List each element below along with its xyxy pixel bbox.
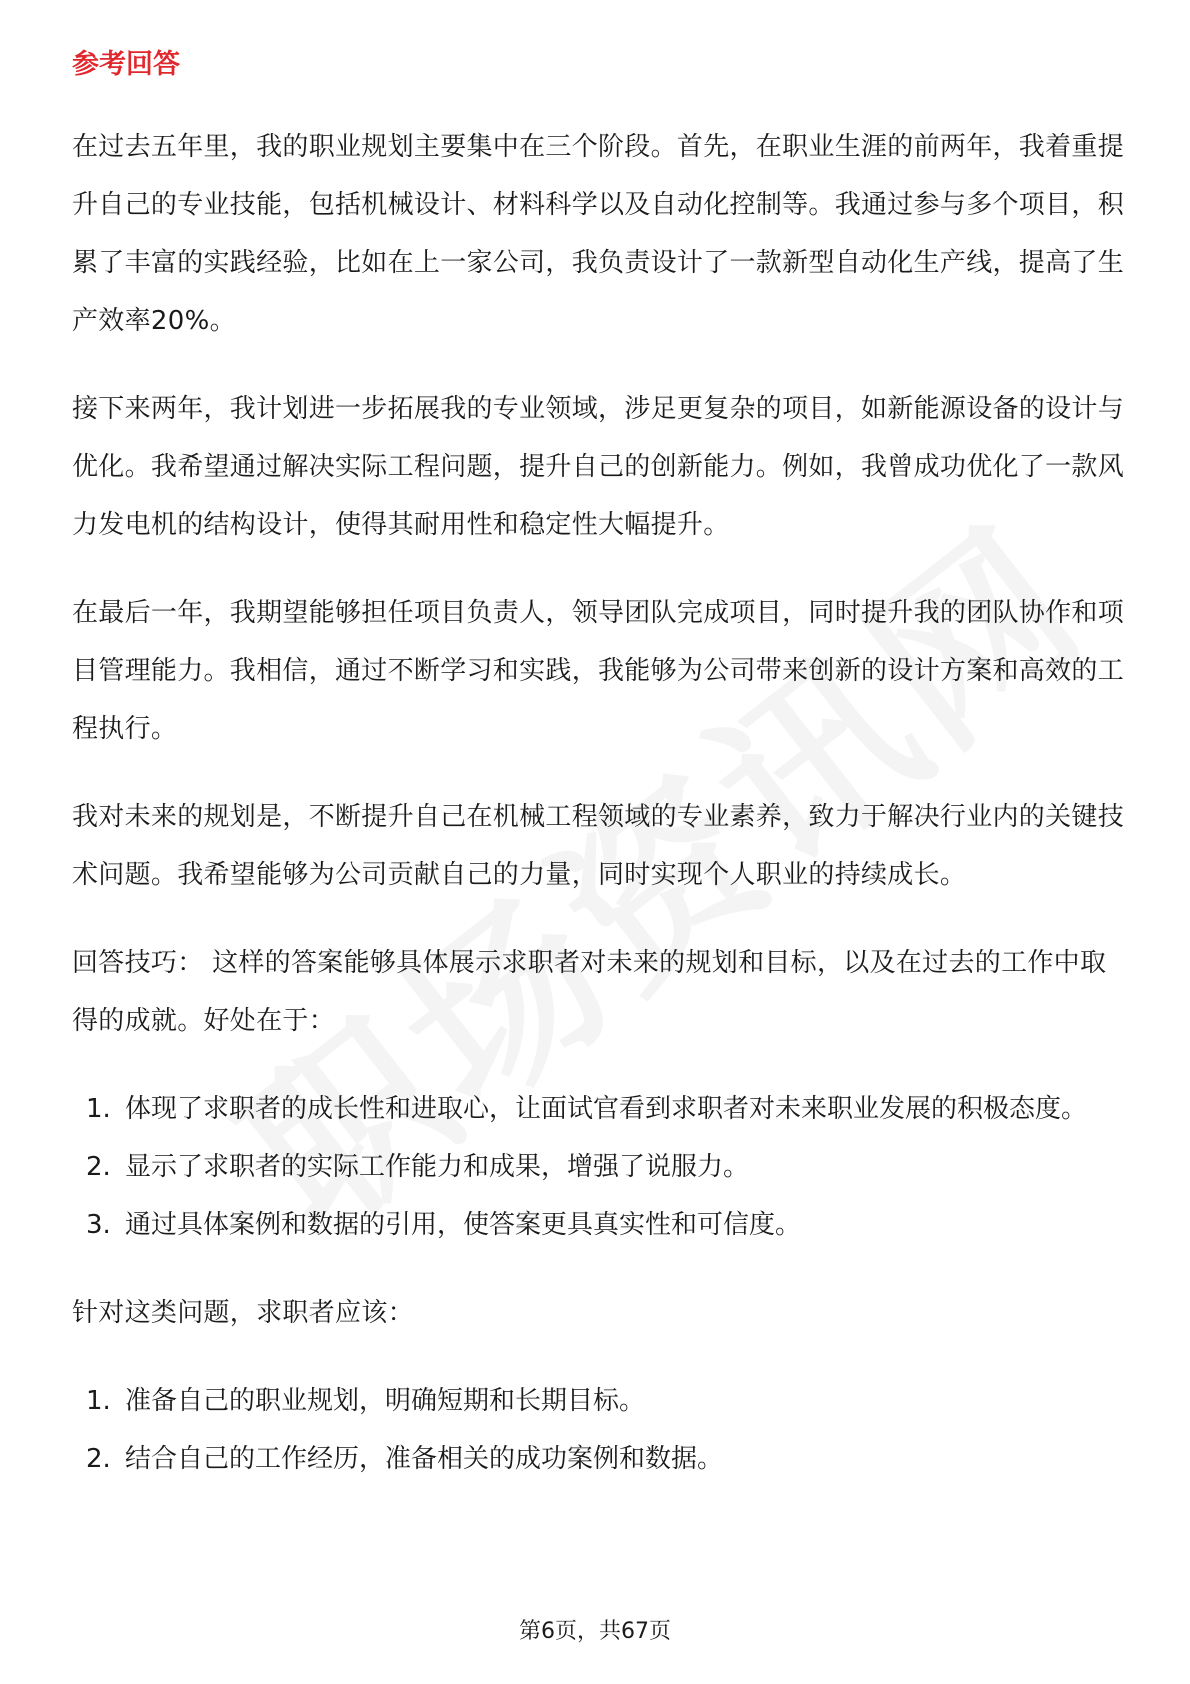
list-text: 结合自己的工作经历，准备相关的成功案例和数据。 bbox=[125, 1444, 724, 1474]
answer-paragraph-4: 我对未来的规划是，不断提升自己在机械工程领域的专业素养，致力于解决行业内的关键技术问题。我希望能够为公司贡献自己的力量，同时实现个人职业的持续成长。 bbox=[72, 802, 1125, 890]
list-number: 2. bbox=[86, 1444, 111, 1474]
answer-paragraph-1: 在过去五年里，我的职业规划主要集中在三个阶段。首先，在职业生涯的前两年，我着重提升自己的专业技能，包括机械设计、材料科学以及自动化控制等。我通过参与多个项目，积累了丰富的实践经验，比如在上一家公司，我负责设计了一款新型自动化生产线，提高了生产效率20%。 bbox=[72, 132, 1125, 336]
list-item bbox=[72, 1430, 1130, 1488]
answer-paragraph-3: 在最后一年，我期望能够担任项目负责人，领导团队完成项目，同时提升我的团队协作和项目管理能力。我相信，通过不断学习和实践，我能够为公司带来创新的设计方案和高效的工程执行。 bbox=[72, 598, 1125, 744]
page-content bbox=[72, 46, 1130, 1518]
list-item bbox=[72, 1080, 1130, 1138]
list-number: 3. bbox=[86, 1210, 111, 1240]
benefits-list bbox=[72, 1080, 1130, 1254]
list-text: 通过具体案例和数据的引用，使答案更具真实性和可信度。 bbox=[125, 1210, 802, 1240]
section-title: 参考回答 bbox=[72, 49, 180, 80]
list-text: 显示了求职者的实际工作能力和成果，增强了说服力。 bbox=[125, 1152, 750, 1182]
advice-intro: 针对这类问题，求职者应该： bbox=[72, 1298, 414, 1328]
list-number: 1. bbox=[86, 1094, 111, 1124]
advice-list bbox=[72, 1372, 1130, 1488]
list-text: 体现了求职者的成长性和进取心，让面试官看到求职者对未来职业发展的积极态度。 bbox=[125, 1094, 1088, 1124]
tips-intro: 回答技巧： 这样的答案能够具体展示求职者对未来的规划和目标，以及在过去的工作中取得的成就。好处在于： bbox=[72, 948, 1107, 1036]
list-item bbox=[72, 1138, 1130, 1196]
list-item bbox=[72, 1372, 1130, 1430]
page-number-footer: 第6页，共67页 bbox=[519, 1619, 671, 1644]
answer-paragraph-2: 接下来两年，我计划进一步拓展我的专业领域，涉足更复杂的项目，如新能源设备的设计与优化。我希望通过解决实际工程问题，提升自己的创新能力。例如，我曾成功优化了一款风力发电机的结构设计，使得其耐用性和稳定性大幅提升。 bbox=[72, 394, 1125, 540]
list-number: 2. bbox=[86, 1152, 111, 1182]
list-number: 1. bbox=[86, 1386, 111, 1416]
list-text: 准备自己的职业规划，明确短期和长期目标。 bbox=[125, 1386, 646, 1416]
list-item bbox=[72, 1196, 1130, 1254]
